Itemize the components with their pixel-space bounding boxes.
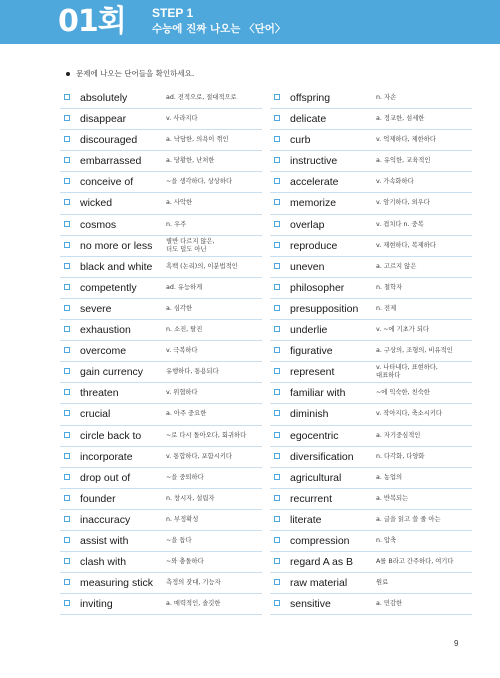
- checkbox-icon[interactable]: [64, 157, 70, 163]
- word-row: [60, 299, 262, 320]
- word-row: [270, 130, 472, 151]
- vocab-word: crucial: [80, 408, 111, 421]
- vocab-meaning: v. 억제하다, 제한하다: [376, 136, 436, 144]
- checkbox-icon[interactable]: [64, 284, 70, 290]
- vocab-meaning: a. 당황한, 난처한: [166, 157, 215, 165]
- header-banner: [0, 0, 500, 44]
- checkbox-icon[interactable]: [64, 326, 70, 332]
- word-row: [60, 383, 262, 404]
- vocab-meaning: v. 나타내다, 표현하다, 대표하다: [376, 364, 438, 380]
- word-row: [60, 489, 262, 510]
- word-row: [270, 257, 472, 278]
- checkbox-icon[interactable]: [64, 263, 70, 269]
- checkbox-icon[interactable]: [274, 115, 280, 121]
- vocab-meaning: a. 아주 중요한: [166, 410, 207, 418]
- vocab-meaning: ad. 전적으로, 절대적으로: [166, 94, 237, 101]
- vocab-meaning: a. 낙담한, 의욕이 꺾인: [166, 136, 229, 144]
- word-row: [60, 362, 262, 383]
- word-row: [60, 404, 262, 425]
- checkbox-icon[interactable]: [274, 600, 280, 606]
- step-subtitle: 수능에 진짜 나오는 〈단어〉: [152, 23, 286, 35]
- vocab-meaning: ad. 유능하게: [166, 283, 203, 291]
- vocab-word: incorporate: [80, 450, 133, 463]
- word-row: [60, 236, 262, 257]
- vocab-meaning: v. 위협하다: [166, 389, 198, 397]
- word-row: [270, 299, 472, 320]
- vocab-word: discouraged: [80, 134, 138, 147]
- step-label: STEP 1: [152, 6, 194, 20]
- word-row: [60, 594, 262, 615]
- vocab-word: embarrassed: [80, 155, 142, 168]
- vocab-meaning: a. 사악한: [166, 199, 193, 207]
- vocab-word: familiar with: [290, 387, 346, 400]
- checkbox-icon[interactable]: [64, 115, 70, 121]
- word-row: [270, 151, 472, 172]
- vocab-meaning: n. 압축: [376, 536, 397, 544]
- word-row: [270, 383, 472, 404]
- vocab-word: reproduce: [290, 239, 338, 252]
- word-row: [60, 447, 262, 468]
- word-row: [270, 468, 472, 489]
- vocab-meaning: 흑백 (논리)의, 이분법적인: [166, 262, 238, 270]
- word-row: [270, 88, 472, 109]
- vocab-word: delicate: [290, 113, 327, 126]
- vocab-word: presupposition: [290, 302, 359, 315]
- word-row: [270, 447, 472, 468]
- word-row: [270, 510, 472, 531]
- vocab-word: measuring stick: [80, 577, 153, 590]
- checkbox-icon[interactable]: [64, 221, 70, 227]
- vocab-word: uneven: [290, 260, 325, 273]
- checkbox-icon[interactable]: [64, 389, 70, 395]
- word-list-right: [270, 88, 472, 615]
- checkbox-icon[interactable]: [274, 579, 280, 585]
- checkbox-icon[interactable]: [64, 432, 70, 438]
- vocab-meaning: a. 민감한: [376, 600, 403, 608]
- vocab-word: exhaustion: [80, 324, 131, 337]
- page-number: 9: [454, 639, 459, 648]
- checkbox-icon[interactable]: [274, 558, 280, 564]
- vocab-meaning: n. 전제: [376, 304, 397, 312]
- checkbox-icon[interactable]: [64, 94, 70, 100]
- vocab-word: recurrent: [290, 492, 333, 505]
- checkbox-icon[interactable]: [64, 368, 70, 374]
- vocab-word: absolutely: [80, 92, 128, 104]
- word-row: [60, 257, 262, 278]
- checkbox-icon[interactable]: [274, 157, 280, 163]
- word-row: [270, 426, 472, 447]
- checkbox-icon[interactable]: [274, 326, 280, 332]
- word-row: [60, 468, 262, 489]
- bullet-icon: [66, 72, 70, 76]
- checkbox-icon[interactable]: [64, 453, 70, 459]
- vocab-word: founder: [80, 492, 116, 505]
- vocab-word: underlie: [290, 324, 328, 337]
- vocab-word: assist with: [80, 534, 129, 547]
- word-row: [60, 426, 262, 447]
- word-row: [60, 531, 262, 552]
- checkbox-icon[interactable]: [274, 410, 280, 416]
- word-list-left: [60, 88, 262, 615]
- vocab-meaning: a. 심각한: [166, 304, 193, 312]
- word-row: [60, 320, 262, 341]
- vocab-meaning: 원료: [376, 579, 389, 587]
- vocab-word: disappear: [80, 113, 127, 126]
- checkbox-icon[interactable]: [64, 136, 70, 142]
- checkbox-icon[interactable]: [64, 495, 70, 501]
- vocab-meaning: v. 극복하다: [166, 347, 198, 355]
- checkbox-icon[interactable]: [274, 474, 280, 480]
- vocab-meaning: v. 암기하다, 외우다: [376, 199, 430, 207]
- checkbox-icon[interactable]: [274, 537, 280, 543]
- vocab-meaning: n. 창시자, 설립자: [166, 494, 215, 502]
- word-row: [60, 341, 262, 362]
- vocab-meaning: ~을 생각하다, 상상하다: [166, 178, 233, 186]
- vocab-word: circle back to: [80, 429, 142, 442]
- vocab-meaning: ~에 익숙한, 친숙한: [376, 389, 430, 397]
- word-row: [60, 510, 262, 531]
- vocab-word: instructive: [290, 155, 338, 168]
- vocab-word: raw material: [290, 577, 348, 590]
- word-row: [60, 215, 262, 236]
- checkbox-icon[interactable]: [64, 558, 70, 564]
- instruction-text: 문제에 나오는 단어들을 확인하세요.: [76, 69, 195, 78]
- vocab-meaning: a. 자기중심적인: [376, 431, 421, 439]
- vocab-meaning: ~을 돕다: [166, 536, 192, 544]
- word-row: [270, 552, 472, 573]
- vocab-word: inaccuracy: [80, 513, 131, 526]
- vocab-meaning: n. 철학자: [376, 283, 403, 291]
- vocab-word: figurative: [290, 345, 333, 358]
- checkbox-icon[interactable]: [274, 368, 280, 374]
- vocab-word: curb: [290, 134, 311, 147]
- word-row: [270, 215, 472, 236]
- checkbox-icon[interactable]: [64, 474, 70, 480]
- word-row: [60, 278, 262, 299]
- vocab-meaning: a. 고르지 않은: [376, 262, 417, 270]
- vocab-word: gain currency: [80, 366, 144, 379]
- vocab-meaning: ~와 충돌하다: [166, 558, 204, 566]
- checkbox-icon[interactable]: [274, 242, 280, 248]
- word-row: [270, 278, 472, 299]
- vocab-word: threaten: [80, 387, 119, 400]
- vocab-word: competently: [80, 281, 137, 294]
- word-row: [270, 109, 472, 130]
- vocab-meaning: ~로 다시 돌아오다, 회귀하다: [166, 431, 247, 439]
- word-row: [270, 341, 472, 362]
- word-row: [270, 362, 472, 383]
- vocab-word: regard A as B: [290, 556, 354, 569]
- vocab-word: diminish: [290, 408, 329, 421]
- checkbox-icon[interactable]: [274, 495, 280, 501]
- word-row: [270, 193, 472, 214]
- vocab-meaning: v. 가속화하다: [376, 178, 414, 186]
- vocab-meaning: 별반 다르지 않은, 더도 덜도 아닌: [166, 237, 215, 253]
- checkbox-icon[interactable]: [274, 432, 280, 438]
- checkbox-icon[interactable]: [274, 136, 280, 142]
- vocab-meaning: n. 자손: [376, 94, 397, 101]
- checkbox-icon[interactable]: [274, 453, 280, 459]
- vocab-word: no more or less: [80, 239, 153, 252]
- round-number: 01회: [58, 4, 126, 39]
- vocab-meaning: v. ~에 기초가 되다: [376, 326, 430, 334]
- checkbox-icon[interactable]: [274, 178, 280, 184]
- checkbox-icon[interactable]: [64, 537, 70, 543]
- vocab-meaning: v. 겹치다 n. 중복: [376, 220, 424, 228]
- vocab-word: overlap: [290, 218, 325, 231]
- vocab-word: compression: [290, 534, 350, 547]
- word-row: [270, 236, 472, 257]
- vocab-meaning: n. 소진, 탈진: [166, 326, 203, 334]
- checkbox-icon[interactable]: [274, 199, 280, 205]
- vocab-word: severe: [80, 302, 112, 315]
- word-row: [60, 88, 262, 109]
- word-row: [270, 594, 472, 615]
- word-row: [60, 130, 262, 151]
- word-row: [270, 489, 472, 510]
- checkbox-icon[interactable]: [274, 94, 280, 100]
- instruction: [66, 68, 194, 79]
- word-row: [270, 320, 472, 341]
- checkbox-icon[interactable]: [274, 516, 280, 522]
- word-row: [60, 151, 262, 172]
- checkbox-icon[interactable]: [64, 579, 70, 585]
- vocab-meaning: a. 구상의, 조형의, 비유적인: [376, 347, 453, 355]
- vocab-meaning: v. 재현하다, 복제하다: [376, 241, 436, 249]
- vocab-word: black and white: [80, 260, 153, 273]
- vocab-word: inviting: [80, 598, 113, 611]
- checkbox-icon[interactable]: [274, 305, 280, 311]
- checkbox-icon[interactable]: [64, 242, 70, 248]
- vocab-meaning: A를 B라고 간주하다, 여기다: [376, 558, 454, 566]
- vocab-meaning: v. 사라지다: [166, 115, 198, 123]
- vocab-meaning: v. 작아지다, 축소시키다: [376, 410, 442, 418]
- word-row: [60, 552, 262, 573]
- vocab-word: represent: [290, 366, 335, 379]
- vocab-word: cosmos: [80, 218, 117, 231]
- vocab-meaning: a. 농업의: [376, 473, 403, 481]
- checkbox-icon[interactable]: [274, 284, 280, 290]
- vocab-word: wicked: [80, 197, 113, 210]
- vocab-meaning: a. 반복되는: [376, 494, 409, 502]
- vocab-meaning: a. 유익한, 교육적인: [376, 157, 431, 165]
- checkbox-icon[interactable]: [64, 410, 70, 416]
- vocab-word: egocentric: [290, 429, 339, 442]
- vocab-word: clash with: [80, 556, 127, 569]
- checkbox-icon[interactable]: [64, 178, 70, 184]
- vocab-word: overcome: [80, 345, 127, 358]
- vocab-meaning: 유행하다, 통용되다: [166, 368, 219, 376]
- checkbox-icon[interactable]: [274, 221, 280, 227]
- vocab-meaning: n. 우주: [166, 220, 187, 228]
- vocab-meaning: a. 글을 읽고 쓸 줄 아는: [376, 515, 441, 523]
- word-row: [270, 404, 472, 425]
- vocab-meaning: n. 다각화, 다양화: [376, 452, 425, 460]
- checkbox-icon[interactable]: [64, 305, 70, 311]
- checkbox-icon[interactable]: [64, 600, 70, 606]
- vocab-word: offspring: [290, 92, 331, 104]
- word-row: [270, 172, 472, 193]
- vocab-word: drop out of: [80, 471, 131, 484]
- word-row: [60, 573, 262, 594]
- checkbox-icon[interactable]: [274, 263, 280, 269]
- word-row: [60, 109, 262, 130]
- vocab-word: sensitive: [290, 598, 331, 611]
- vocab-meaning: ~을 중퇴하다: [166, 473, 204, 481]
- checkbox-icon[interactable]: [64, 199, 70, 205]
- vocab-word: diversification: [290, 450, 354, 463]
- checkbox-icon[interactable]: [64, 516, 70, 522]
- vocab-meaning: 측정의 잣대, 기능자: [166, 579, 221, 587]
- word-row: [60, 193, 262, 214]
- vocab-word: conceive of: [80, 176, 134, 189]
- vocab-word: accelerate: [290, 176, 339, 189]
- checkbox-icon[interactable]: [64, 347, 70, 353]
- word-row: [270, 573, 472, 594]
- vocab-word: agricultural: [290, 471, 342, 484]
- checkbox-icon[interactable]: [274, 347, 280, 353]
- word-row: [60, 172, 262, 193]
- vocab-word: philosopher: [290, 281, 345, 294]
- vocab-word: memorize: [290, 197, 337, 210]
- vocab-meaning: a. 정교한, 섬세한: [376, 115, 425, 123]
- vocab-meaning: v. 통합하다, 포함시키다: [166, 452, 232, 460]
- vocab-word: literate: [290, 513, 322, 526]
- checkbox-icon[interactable]: [274, 389, 280, 395]
- vocab-meaning: a. 매력적인, 솔깃한: [166, 600, 221, 608]
- vocab-meaning: n. 부정확성: [166, 515, 199, 523]
- word-row: [270, 531, 472, 552]
